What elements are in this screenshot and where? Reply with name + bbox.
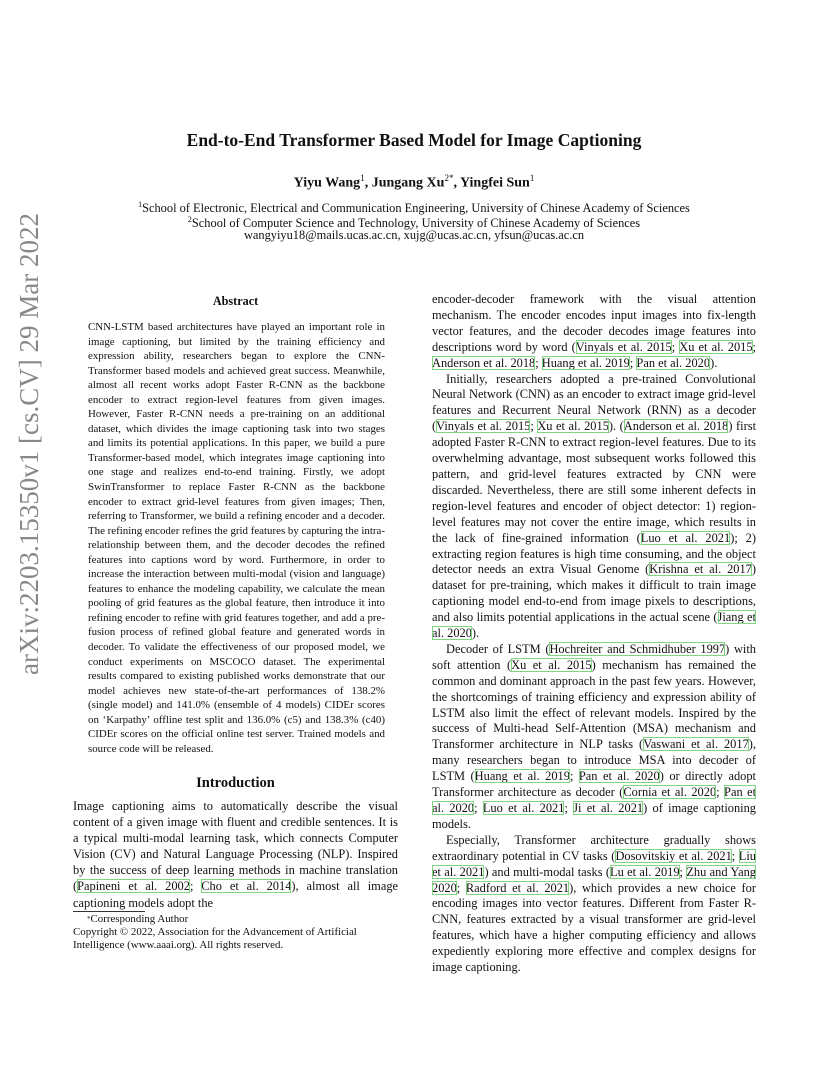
citation-link[interactable]: Vinyals et al. 2015 xyxy=(575,339,672,354)
body-paragraph xyxy=(432,642,756,833)
citation-link[interactable]: Xu et al. 2015 xyxy=(537,419,609,434)
text-run: ; xyxy=(679,864,687,879)
text-run: ; xyxy=(456,880,466,895)
citation-link[interactable]: Anderson et al. 2018 xyxy=(623,419,729,434)
text-run: ). xyxy=(471,626,480,641)
citation-link[interactable]: Liu et al. 2021 xyxy=(432,848,757,879)
arxiv-stamp: arXiv:2203.15350v1 [cs.CV] 29 Mar 2022 xyxy=(14,213,44,675)
citation-link[interactable]: Xu et al. 2015 xyxy=(679,339,753,354)
footnote-mark: * xyxy=(87,915,91,923)
author-mark: 1 xyxy=(360,173,365,183)
citation-link[interactable]: Pan et al. 2020 xyxy=(578,769,660,784)
text-run: ; xyxy=(530,419,538,434)
text-run: ; xyxy=(671,339,680,354)
text-run: ) or directly adopt Transformer architecture as decoder ( xyxy=(432,769,756,800)
text-run: ). xyxy=(710,355,718,370)
citation-link[interactable]: Xu et al. 2015 xyxy=(511,657,592,672)
paper-title: End-to-End Transformer Based Model for Image Captioning xyxy=(186,130,642,150)
citation-link[interactable]: Radford et al. 2021 xyxy=(465,880,570,895)
text-run: ) of image captioning models. xyxy=(432,801,756,831)
citation-link[interactable]: Jiang et al. 2020 xyxy=(432,610,756,641)
author-name: Yiyu Wang xyxy=(293,175,361,191)
citation-link[interactable]: Cornia et al. 2020 xyxy=(623,785,717,800)
text-run: ; xyxy=(716,785,725,800)
introduction-heading: Introduction xyxy=(196,775,275,791)
text-run: ) first adopted Faster R-CNN to extract region-level features. Due to its overwhelming advantage, most subsequent works followed this pattern, and grid-level features extracted by CNN were discarded. Nevertheless, there are still some inherent defects in region-level features and encoder of object detector: 1) region-level features may not cover the entire image, which results in the lack of fine-grained information ( xyxy=(432,419,757,545)
citation-link[interactable]: Lu et al. 2019 xyxy=(610,864,680,879)
footnote-corresponding xyxy=(73,913,398,926)
text-run: ); 2) extracting region features is high time consuming, and the object detector needs an extra Visual Genome ( xyxy=(432,530,756,577)
text-run: ), which provides a new choice for encoding images into vector features. Different from Faster R-CNN, features extracted by a visual transformer are grid-level features, which have a higher computing efficiency and allows expediently exploring more effective and complex designs for image captioning. xyxy=(432,880,756,975)
introduction-paragraph xyxy=(73,798,398,911)
text-run: ; xyxy=(569,769,579,784)
text-run: ; xyxy=(474,801,483,815)
text-run: ; xyxy=(731,848,739,863)
text-run: ; xyxy=(629,355,637,370)
citation-link[interactable]: Krishna et al. 2017 xyxy=(649,562,752,577)
text-run: Especially, Transformer architecture gradually shows extraordinary potential in CV tasks ( xyxy=(432,832,756,863)
author-line: Yiyu Wang$^1$, Jungang $Xu^{2*}$, Yingfei Sun$^1$ xyxy=(293,173,535,191)
citation-link[interactable]: Cho et al. 2014 xyxy=(201,879,292,894)
citation-link[interactable]: Ji et al. 2021 xyxy=(573,801,644,815)
body-paragraph xyxy=(432,292,756,372)
text-run: Image captioning aims to automatically describe the visual content of a given image with fluent and credible sentences. It is a typical multi-modal learning task, which connects Computer Vision (CV) and Natural Language Processing (NLP). Inspired by the success of deep learning methods in machine translation ( xyxy=(73,799,398,894)
copyright-notice: Copyright © 2022, Association for the Advancement of Artificial Intelligence (www.aaai.org). All rights reserved. xyxy=(73,926,357,952)
footnote-rule xyxy=(73,911,145,912)
text-run: ), almost all image captioning models adopt the xyxy=(73,879,399,910)
right-column xyxy=(432,292,756,976)
body-paragraph xyxy=(432,833,756,976)
citation-link[interactable]: Dosovitskiy et al. 2021 xyxy=(615,848,732,863)
citation-link[interactable]: Papineni et al. 2002 xyxy=(77,879,190,894)
author-mark: 1 xyxy=(529,173,535,183)
author-name: Jungang Xu xyxy=(371,175,445,191)
citation-link[interactable]: Luo et al. 2021 xyxy=(640,530,731,545)
citation-link[interactable]: Pan et al. 2020 xyxy=(636,355,711,370)
abstract-body: CNN-LSTM based architectures have played an important role in image captioning, but limited by the training efficiency and expression ability, researchers began to explore the CNN-Transformer based models and achieved great success. Meanwhile, almost all recent works adopt Faster R-CNN as the backbone encoder to extract region-level features from given images. However, Faster R-CNN needs a pre-training on an additional dataset, which divides the image captioning task into two stages and limits its potential applications. In this paper, we build a pure Transformer-based model, which integrates image captioning into one stage and realizes end-to-end training. Firstly, we adopt SwinTransformer to replace Faster R-CNN as the backbone encoder to extract grid-level features from given images; Then, referring to Transformer, we build a refining encoder and a decoder. The refining encoder refines the grid features by capturing the intra-relationship between them, and the decoder decodes the refined features into captions word by word. Furthermore, in order to increase the interaction between multi-modal (vision and language) features to enhance the modeling capability, we calculate the mean pooling of grid features as the global feature, then introduce it into refining encoder to refine with grid features together, and add a pre-fusion process of refined global feature and generated words in decoder. To validate the effectiveness of our proposed model, we conduct experiments on MSCOCO dataset. The experimental results compared to existing published works demonstrate that our model achieves new state-of-the-art performances of 138.2% (single model) and 141.0% (ensemble of 4 models) CIDEr scores on ‘Karpathy’ offline test split and 136.0% (c5) and 138.3% (c40) CIDEr scores on the official online test server. Trained models and source code will be released. xyxy=(88,321,385,755)
author-name: Yingfei Sun xyxy=(459,175,530,191)
footnote xyxy=(73,913,398,953)
citation-link[interactable]: Huang et al. 2019 xyxy=(474,769,570,784)
text-run: ) dataset for pre-training, which makes it difficult to train image captioning model end-to-end from image pixels to descriptions, and also limits potential applications in the actual scene ( xyxy=(432,562,756,625)
citation-link[interactable]: Huang et al. 2019 xyxy=(541,355,630,370)
text-run: ; xyxy=(564,801,574,815)
text-run: ) mechanism has remained the common and dominant approach in the past few years. However, the shortcomings of training efficiency and expression ability of LSTM also limit the effect of relevant models. Inspired by the success of Multi-head Self-Attention (MSA) mechanism and Transformer architecture in NLP tasks ( xyxy=(432,657,757,752)
citation-link[interactable]: Pan et al. 2020 xyxy=(432,785,757,815)
citation-link[interactable]: Zhu and Yang 2020 xyxy=(432,864,756,895)
text-run: ) with soft attention ( xyxy=(432,641,756,672)
text-run: ), many researchers began to introduce MSA into decoder of LSTM ( xyxy=(432,737,757,784)
affiliation-mark: 1 xyxy=(138,200,143,209)
author-mark: 2* xyxy=(444,173,454,183)
author-emails: wangyiyu18@mails.ucas.ac.cn, xujg@ucas.ac.cn, yfsun@ucas.ac.cn xyxy=(243,228,585,242)
abstract-heading: Abstract xyxy=(212,294,259,308)
affiliation-text: School of Electronic, Electrical and Communication Engineering, University of Chinese Academy of Sciences xyxy=(142,201,690,216)
footnote-text: Corresponding Author xyxy=(90,913,189,925)
citation-link[interactable]: Vinyals et al. 2015 xyxy=(436,419,531,434)
citation-link[interactable]: Luo et al. 2021 xyxy=(482,801,565,815)
text-run: encoder-decoder framework with the visual attention mechanism. The encoder encodes input images into fix-length vector features, and the decoder decodes image features into descriptions word by word ( xyxy=(432,292,756,354)
text-run: Decoder of LSTM ( xyxy=(446,641,550,656)
text-run: ). ( xyxy=(608,419,624,434)
body-paragraph xyxy=(432,372,756,642)
affiliation-mark: 2 xyxy=(187,215,192,224)
affiliation-text: School of Computer Science and Technology, University of Chinese Academy of Sciences xyxy=(191,216,641,231)
text-run: ; xyxy=(535,355,542,370)
text-run: Initially, researchers adopted a pre-trained Convolutional Neural Network (CNN) as an encoder to extract image grid-level features and Recurrent Neural Network (RNN) as a decoder ( xyxy=(432,371,756,434)
text-run: ; xyxy=(752,339,756,354)
text-run: ) and multi-modal tasks ( xyxy=(484,864,610,879)
citation-link[interactable]: Anderson et al. 2018 xyxy=(432,355,536,370)
citation-link[interactable]: Hochreiter and Schmidhuber 1997 xyxy=(549,641,726,656)
citation-link[interactable]: Vaswani et al. 2017 xyxy=(643,737,749,752)
text-run: ; xyxy=(189,879,202,894)
